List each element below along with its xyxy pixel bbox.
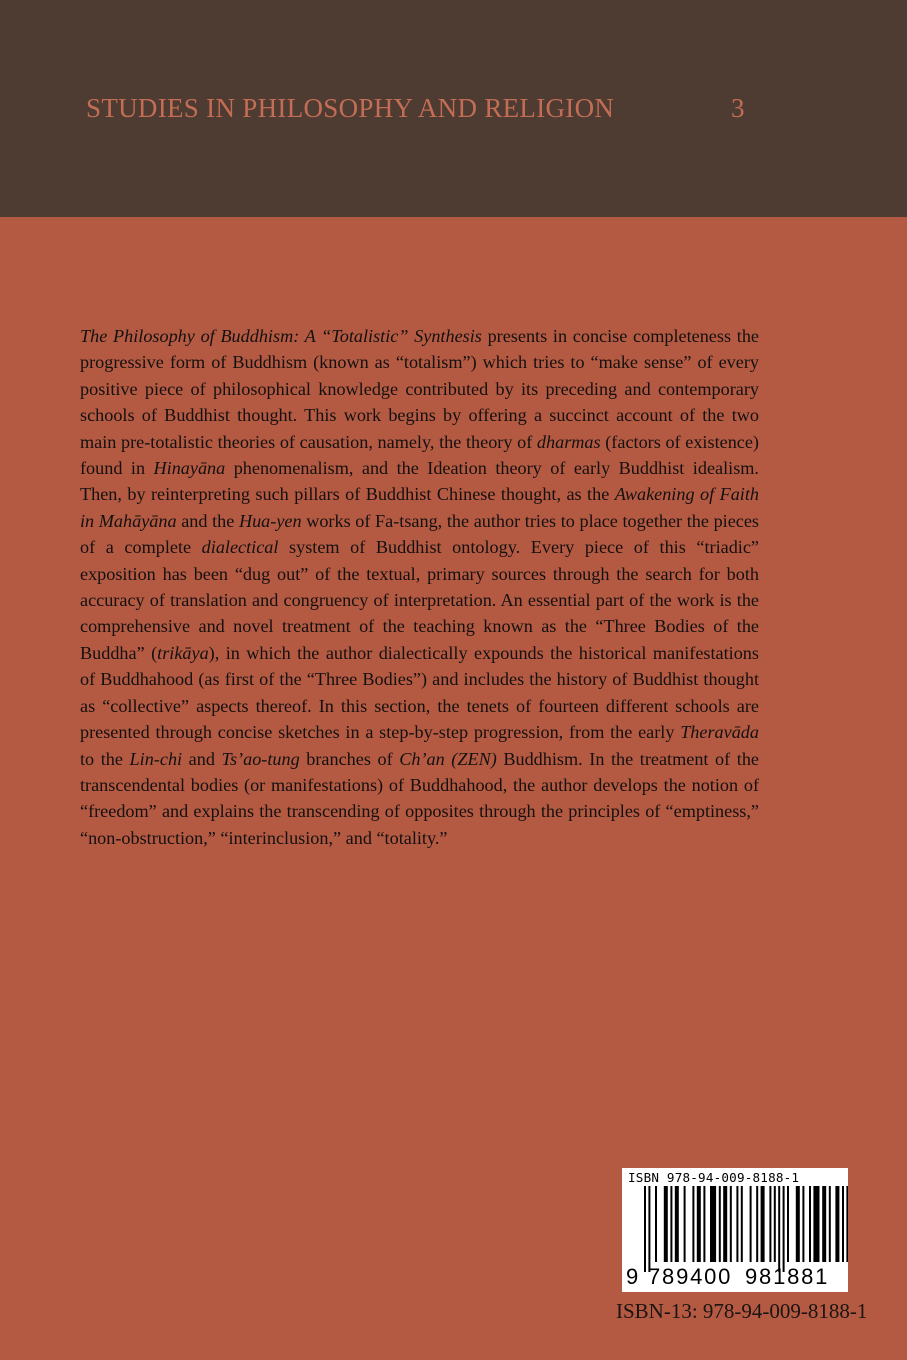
barcode-bar — [741, 1186, 743, 1262]
barcode-first-digit: 9 — [626, 1264, 639, 1289]
blurb-text-run: Buddhism. In the treatment of the transcendental bodies (or manifestations) of Buddhahood, the author develops the notion of “freedom” and explains the transcending of opposites through the principles of “emptiness,” “non-obstruction,” “interinclusion,” and “totality.” — [80, 748, 760, 848]
barcode-bar — [778, 1186, 780, 1272]
barcode-bar — [703, 1186, 705, 1262]
barcode-bar — [802, 1186, 804, 1262]
barcode-bar — [769, 1186, 771, 1262]
blurb-text-run: presents in concise completeness the progressive form of Buddhism (known as “totalism”) which tries to “make sense” of every positive piece of philosophical knowledge contributed by its preceding and contemporary schools of Buddhist thought. This work begins by offering a succinct account of the two main pre-totalistic theories of causation, namely, the theory of — [80, 326, 759, 452]
blurb-italic-run: Hua-yen — [238, 510, 302, 531]
blurb-text-run: works of Fa-tsang, the author tries to place together the pieces of a complete — [80, 510, 760, 558]
blurb-italic-run: Awakening of Faith in Mahāyāna — [80, 484, 759, 531]
barcode-bar — [684, 1186, 686, 1262]
barcode — [622, 1168, 848, 1292]
barcode-bar — [692, 1186, 694, 1262]
barcode-bar — [809, 1186, 811, 1262]
barcode-bar — [774, 1186, 776, 1262]
barcode-bar — [822, 1186, 826, 1262]
barcode-bar — [813, 1186, 819, 1262]
barcode-bar — [710, 1186, 716, 1262]
barcode-bar — [648, 1186, 650, 1272]
blurb-italic-run: Hinayāna — [153, 458, 226, 479]
barcode-bar — [723, 1186, 727, 1262]
blurb-italic-run: Lin-chi — [129, 748, 183, 769]
barcode-bar — [829, 1186, 831, 1262]
barcode-right-digits: 981881 — [745, 1264, 830, 1289]
barcode-bar — [697, 1186, 701, 1262]
barcode-bar — [675, 1186, 679, 1262]
blurb-italic-run: The Philosophy of Buddhism: A “Totalistic” Synthesis — [80, 326, 482, 346]
barcode-bar — [835, 1186, 839, 1262]
barcode-left-digits: 789400 — [648, 1264, 733, 1289]
blurb-text-run: to the — [80, 748, 130, 769]
blurb-text-run: ), in which the author dialectically expounds the historical manifestations of Buddhahood (as first of the “Three Bodies”) and includes the history of Buddhist thought as “collective” aspects thereof. In this section, the tenets of fourteen different schools are presented through concise sketches in a step-by-step progression, from the early — [80, 642, 759, 743]
barcode-bar — [664, 1186, 668, 1262]
barcode-bar — [730, 1186, 732, 1262]
blurb-italic-run: Theravāda — [680, 722, 759, 743]
barcode-digits — [622, 1264, 848, 1290]
blurb-italic-run: Ch’an (ZEN) — [399, 748, 497, 769]
barcode-bar — [783, 1186, 785, 1272]
barcode-bar — [787, 1186, 789, 1262]
barcode-bar — [842, 1186, 844, 1262]
barcode-bar — [670, 1186, 672, 1262]
blurb-text-run: and — [182, 748, 222, 769]
barcode-bar — [756, 1186, 758, 1262]
barcode-bar — [719, 1186, 721, 1262]
blurb-italic-run: dharmas — [536, 431, 601, 452]
barcode-bar — [736, 1186, 738, 1262]
isbn-13: ISBN-13: 978-94-009-8188-1 — [616, 1299, 868, 1323]
blurb-italic-run: trikāya — [157, 642, 209, 663]
blurb-text-run: system of Buddhist ontology. Every piece of this “triadic” exposition has been “dug out” of the textual, primary sources through the search for both accuracy of translation and congruency of interpretation. An essential part of the work is the comprehensive and novel treatment of the teaching known as the “Three Bodies of the Buddha” ( — [80, 537, 759, 663]
blurb-text-run: and the — [176, 510, 239, 531]
series-number: 3 — [731, 93, 745, 123]
barcode-bar — [846, 1186, 848, 1262]
blurb-text-run: (factors of existence) found in — [80, 431, 759, 479]
barcode-bar — [761, 1186, 765, 1262]
barcode-bar — [750, 1186, 752, 1262]
blurb-italic-run: Ts’ao-tung — [221, 748, 300, 769]
barcode-bar — [644, 1186, 646, 1272]
blurb-italic-run: dialectical — [201, 537, 279, 558]
barcode-bar — [655, 1186, 657, 1262]
back-cover-blurb — [80, 323, 759, 851]
blurb-text-run: phenomenalism, and the Ideation theory of early Buddhist idealism. Then, by reinterpreting such pillars of Buddhist Chinese thought, as the — [80, 458, 759, 505]
series-title: STUDIES IN PHILOSOPHY AND RELIGION — [86, 93, 615, 123]
barcode-isbn-label: ISBN 978-94-009-8188-1 — [628, 1170, 800, 1185]
blurb-text-run: branches of — [299, 748, 400, 769]
barcode-bar — [796, 1186, 800, 1262]
